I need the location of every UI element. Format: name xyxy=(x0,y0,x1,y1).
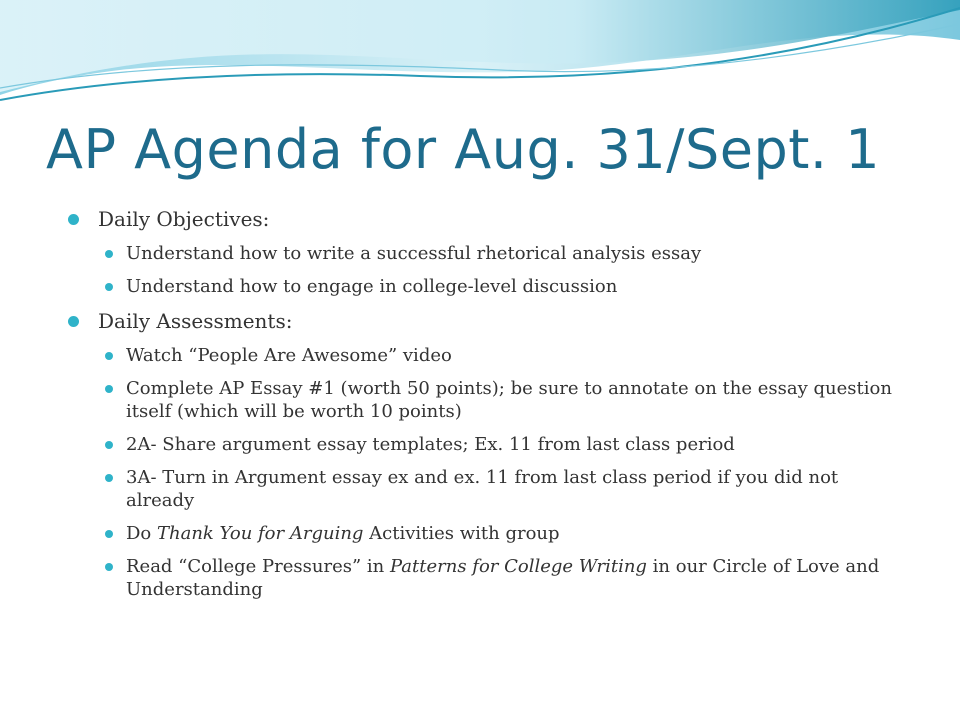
header-wave-decoration xyxy=(0,0,960,120)
section-heading: Daily Assessments: xyxy=(68,308,908,334)
list-item: Do Thank You for Arguing Activities with group xyxy=(68,522,908,545)
bullet-icon xyxy=(105,441,113,449)
section-1 xyxy=(68,308,908,601)
bullet-icon xyxy=(68,316,79,327)
bullet-icon xyxy=(105,474,113,482)
list-item: Understand how to write a successful rhetorical analysis essay xyxy=(68,242,908,265)
section-0 xyxy=(68,206,908,298)
bullet-icon xyxy=(105,530,113,538)
list-item: Read “College Pressures” in Patterns for College Writing in our Circle of Love and Understanding xyxy=(68,555,908,601)
bullet-icon xyxy=(68,214,79,225)
bullet-icon xyxy=(105,352,113,360)
slide-content xyxy=(68,206,908,611)
list-item: Understand how to engage in college-level discussion xyxy=(68,275,908,298)
bullet-icon xyxy=(105,385,113,393)
bullet-icon xyxy=(105,563,113,571)
list-item: Watch “People Are Awesome” video xyxy=(68,344,908,367)
list-item: 2A- Share argument essay templates; Ex. 11 from last class period xyxy=(68,433,908,456)
list-item: Complete AP Essay #1 (worth 50 points); be sure to annotate on the essay question itself (which will be worth 10 points) xyxy=(68,377,908,423)
list-item: 3A- Turn in Argument essay ex and ex. 11 from last class period if you did not already xyxy=(68,466,908,512)
bullet-icon xyxy=(105,283,113,291)
section-heading: Daily Objectives: xyxy=(68,206,908,232)
slide-title: AP Agenda for Aug. 31/Sept. 1 xyxy=(46,118,881,181)
bullet-icon xyxy=(105,250,113,258)
